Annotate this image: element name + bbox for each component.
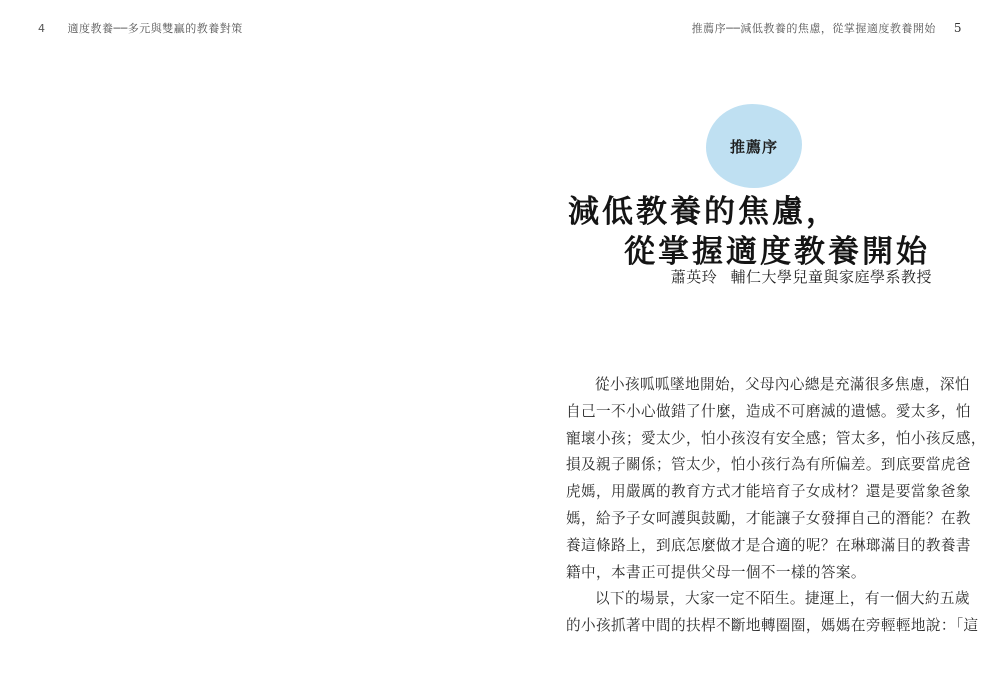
- section-badge-label: 推薦序: [729, 137, 778, 156]
- right-running-title: 推薦序──減低教養的焦慮，從掌握適度教養開始: [691, 22, 936, 35]
- body-line: 損及親子關係；管太少，怕小孩行為有所偏差。到底要當虎爸: [566, 456, 971, 474]
- body-line: 虎媽，用嚴厲的教育方式才能培育子女成材？還是要當象爸象: [566, 483, 971, 501]
- body-line: 以下的場景，大家一定不陌生。捷運上，有一個大約五歲: [595, 590, 970, 608]
- body-line: 養這條路上，到底怎麼做才是合適的呢？在琳瑯滿目的教養書: [566, 536, 971, 554]
- body-line: 從小孩呱呱墜地開始，父母內心總是充滿很多焦慮，深怕: [595, 376, 970, 393]
- author-role: 輔仁大學兒童與家庭學系教授: [730, 268, 932, 286]
- body-line: 寵壞小孩；愛太少，怕小孩沒有安全感；管太多，怕小孩反感，: [566, 429, 986, 447]
- body-line: 媽，給予子女呵護與鼓勵，才能讓子女發揮自己的潛能？在教: [566, 509, 971, 527]
- body-line: 的小孩抓著中間的扶桿不斷地轉圈圈，媽媽在旁輕輕地說：「這: [566, 617, 979, 635]
- body-line: 自己一不小心做錯了什麼，造成不可磨滅的遺憾。愛太多，怕: [566, 402, 971, 420]
- left-running-title: 適度教養──多元與雙贏的教養對策: [67, 22, 243, 35]
- author-byline: [671, 266, 932, 287]
- body-text: [566, 372, 986, 640]
- left-page-number: 4: [38, 22, 46, 35]
- right-page-number: 5: [953, 21, 962, 35]
- author-name: 蕭英玲: [670, 268, 718, 286]
- left-running-head: [38, 20, 243, 36]
- chapter-title-line-2: 從掌握適度教養開始: [624, 234, 930, 270]
- section-badge: [706, 104, 802, 188]
- body-line: 籍中，本書正可提供父母一個不一樣的答案。: [566, 563, 866, 581]
- chapter-title-line-1: 減低教養的焦慮，: [568, 194, 840, 230]
- right-running-head: [692, 20, 962, 36]
